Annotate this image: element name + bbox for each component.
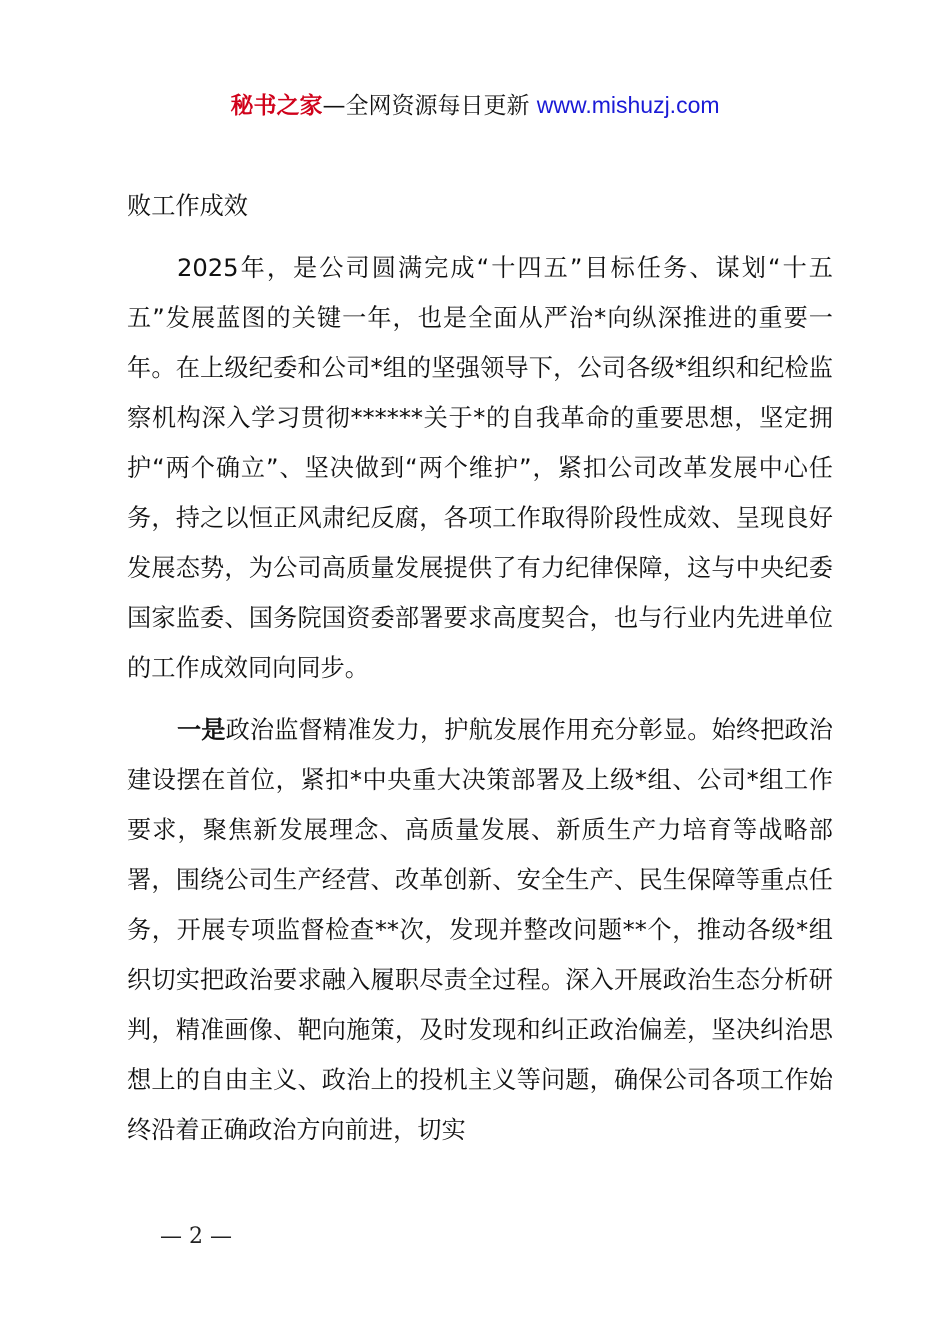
- header-slogan: —全网资源每日更新: [322, 93, 530, 119]
- paragraph-2: [127, 705, 833, 1155]
- paragraph-2-lead: 一是: [177, 716, 226, 744]
- site-url[interactable]: www.mishuzj.com: [536, 92, 720, 118]
- continuation-text: 败工作成效: [127, 192, 248, 220]
- site-header: [0, 88, 950, 123]
- brand-name: 秘书之家: [230, 93, 323, 119]
- paragraph-2-body: 政治监督精准发力，护航发展作用充分彰显。始终把政治建设摆在首位，紧扣*中央重大决策部署及上级*组、公司*组工作要求，聚焦新发展理念、高质量发展、新质生产力培育等战略部署，围绕公司生产经营、改革创新、安全生产、民生保障等重点任务，开展专项监督检查**次，发现并整改问题**个，推动各级*组织切实把政治要求融入履职尽责全过程。深入开展政治生态分析研判，精准画像、靶向施策，及时发现和纠正政治偏差，坚决纠治思想上的自由主义、政治上的投机主义等问题，确保公司各项工作始终沿着正确政治方向前进，切实: [127, 716, 833, 1144]
- page-number: — 2 —: [160, 1224, 232, 1249]
- paragraph-1: 2025年，是公司圆满完成“十四五”目标任务、谋划“十五五”发展蓝图的关键一年，也是全面从严治*向纵深推进的重要一年。在上级纪委和公司*组的坚强领导下，公司各级*组织和纪检监察机构深入学习贯彻******关于*的自我革命的重要思想，坚定拥护“两个确立”、坚决做到“两个维护”，紧扣公司改革发展中心任务，持之以恒正风肃纪反腐，各项工作取得阶段性成效、呈现良好发展态势，为公司高质量发展提供了有力纪律保障，这与中央纪委国家监委、国务院国资委部署要求高度契合，也与行业内先进单位的工作成效同向同步。: [127, 254, 833, 682]
